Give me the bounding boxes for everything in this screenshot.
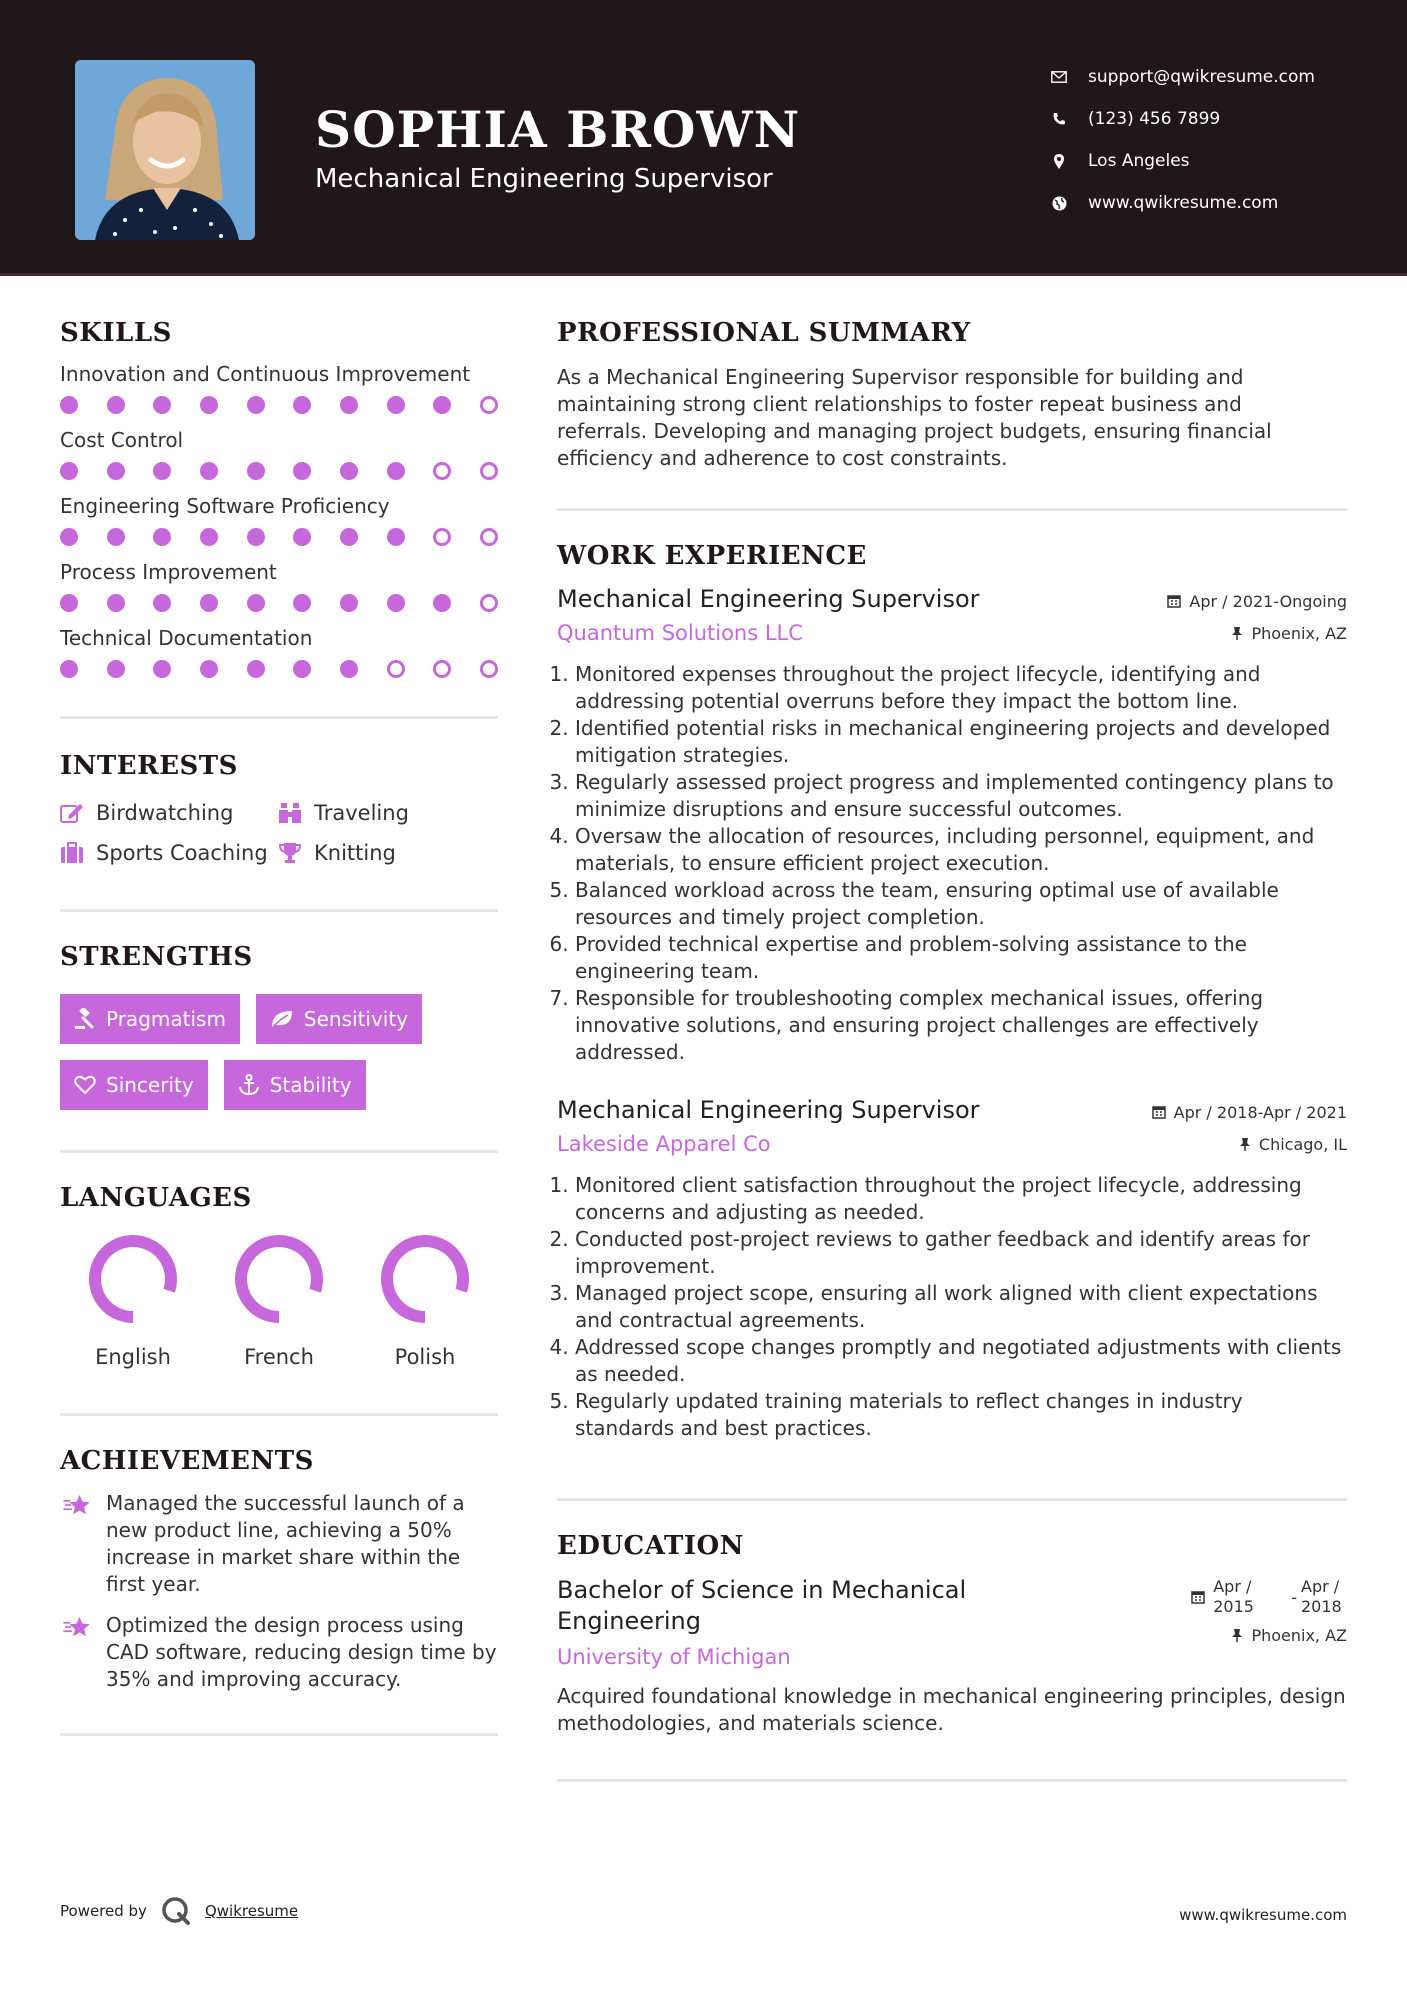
skill-dot-filled (387, 396, 405, 414)
skill-dot-filled (107, 660, 125, 678)
skill-dot-filled (247, 396, 265, 414)
skill-dot-filled (60, 594, 78, 612)
strength-label: Sensitivity (303, 1007, 409, 1031)
job-date (1167, 585, 1347, 617)
job-company: Lakeside Apparel Co (557, 1132, 771, 1156)
skill-dot-empty (433, 462, 451, 480)
job-bullet: 2. Conducted post-project reviews to gather feedback and identify areas for improvement. (575, 1226, 1347, 1280)
skill-dot-filled (107, 594, 125, 612)
skill-dot-filled (293, 594, 311, 612)
achievements-section (60, 1446, 498, 1693)
contact-phone-text: (123) 456 7899 (1088, 109, 1221, 129)
contact-website[interactable] (1050, 182, 1315, 224)
skill-dot-filled (293, 660, 311, 678)
phone-icon (1050, 110, 1068, 128)
contact-location (1050, 140, 1315, 182)
skill-dot-filled (247, 462, 265, 480)
globe-icon (1050, 194, 1068, 212)
suitcase-icon (60, 842, 84, 864)
job-bullet: 3. Managed project scope, ensuring all work aligned with client expectations and contractual agreements. (575, 1280, 1347, 1334)
skill-dot-filled (387, 462, 405, 480)
section-divider (60, 909, 498, 912)
calendar-icon (1167, 594, 1181, 608)
job-meta (1167, 585, 1347, 649)
education-location-text: Phoenix, AZ (1251, 1625, 1347, 1645)
strength-tag (60, 994, 240, 1044)
profile-photo-portrait (75, 60, 255, 240)
skill-dot-filled (153, 396, 171, 414)
skill-dot-empty (480, 462, 498, 480)
job-location-text: Chicago, IL (1258, 1134, 1347, 1154)
job-title: Mechanical Engineering Supervisor (557, 1096, 980, 1124)
interest-item (60, 801, 278, 825)
interest-item (60, 841, 278, 865)
skill-dot-filled (153, 594, 171, 612)
skill-dot-filled (200, 396, 218, 414)
education-header (557, 1575, 1347, 1669)
experience-section (557, 541, 1347, 1442)
languages-section (60, 1183, 498, 1369)
education-meta (1191, 1575, 1347, 1651)
skill-dot-filled (107, 462, 125, 480)
leaf-icon (270, 1009, 294, 1029)
interests-section (60, 751, 498, 865)
summary-section (557, 318, 1347, 472)
pushpin-icon (1231, 626, 1243, 640)
job-date-text: Apr / 2021-Ongoing (1189, 591, 1347, 611)
skill-name: Cost Control (60, 428, 184, 452)
skill-rating (60, 528, 498, 546)
footer-url[interactable]: www.qwikresume.com (1179, 1906, 1347, 1924)
job-bullet: 1. Monitored expenses throughout the project lifecycle, identifying and addressing potential overruns before they impact the bottom line. (575, 661, 1347, 715)
star-icon (60, 1490, 94, 1516)
skill-dot-filled (153, 462, 171, 480)
skill-dot-filled (433, 396, 451, 414)
job-entry (557, 585, 1347, 1066)
section-divider (60, 716, 498, 719)
job-date (1152, 1096, 1347, 1128)
skill-dot-filled (60, 660, 78, 678)
skill-dot-empty (480, 660, 498, 678)
skill-rating (60, 660, 498, 678)
anchor-icon (238, 1074, 260, 1096)
left-column (60, 318, 498, 1736)
pencil-square-icon (60, 802, 84, 824)
skill-rating (60, 594, 498, 612)
interest-label: Sports Coaching (96, 841, 268, 865)
skills-section (60, 318, 498, 678)
skill-dot-filled (340, 660, 358, 678)
skill-dot-empty (480, 396, 498, 414)
job-bullets (557, 1172, 1347, 1442)
skill-dot-filled (107, 396, 125, 414)
experience-title: WORK EXPERIENCE (557, 541, 867, 571)
skill-dot-filled (60, 396, 78, 414)
skill-name: Engineering Software Proficiency (60, 494, 390, 518)
contact-email[interactable] (1050, 56, 1315, 98)
star-icon (60, 1612, 94, 1638)
skill-item (60, 362, 498, 414)
achievement-item (60, 1490, 498, 1598)
skill-dot-filled (340, 528, 358, 546)
contact-location-text: Los Angeles (1088, 151, 1190, 171)
education-school: University of Michigan (557, 1645, 791, 1669)
skill-dot-filled (200, 528, 218, 546)
job-bullet: 2. Identified potential risks in mechanical engineering projects and developed mitigation strategies. (575, 715, 1347, 769)
language-level-ring (379, 1233, 471, 1325)
language-item (352, 1233, 498, 1369)
skill-item (60, 494, 498, 546)
strength-label: Pragmatism (106, 1007, 226, 1031)
language-level-arc (95, 1241, 171, 1317)
section-divider (60, 1733, 498, 1736)
language-level-arc (387, 1241, 463, 1317)
language-name: English (95, 1345, 171, 1369)
education-degree: Bachelor of Science in Mechanical Engineering (557, 1576, 967, 1635)
skill-dot-filled (293, 396, 311, 414)
skill-dot-filled (387, 594, 405, 612)
skill-item (60, 626, 498, 678)
job-bullet: 5. Regularly updated training materials to reflect changes in industry standards and best practices. (575, 1388, 1347, 1442)
section-divider (557, 508, 1347, 511)
skill-dot-filled (340, 462, 358, 480)
job-meta (1152, 1096, 1347, 1160)
skill-dot-filled (200, 594, 218, 612)
education-date (1191, 1575, 1347, 1619)
trophy-icon (278, 842, 302, 864)
section-divider (60, 1413, 498, 1416)
skill-dot-filled (340, 594, 358, 612)
skill-dot-empty (480, 528, 498, 546)
job-bullet: 3. Regularly assessed project progress and implemented contingency plans to minimize disruptions and ensure successful outcomes. (575, 769, 1347, 823)
calendar-icon (1191, 1590, 1205, 1604)
language-item (60, 1233, 206, 1369)
education-date-end: Apr / 2018 (1301, 1577, 1342, 1616)
resume-header (0, 0, 1407, 276)
language-level-ring (233, 1233, 325, 1325)
job-bullets (557, 661, 1347, 1066)
contact-email-text: support@qwikresume.com (1088, 67, 1315, 87)
skill-name: Process Improvement (60, 560, 277, 584)
contact-phone[interactable] (1050, 98, 1315, 140)
job-location (1152, 1128, 1347, 1160)
strength-tag (60, 1060, 208, 1110)
qwikresume-link[interactable]: Qwikresume (204, 1902, 299, 1920)
footer-powered-by (60, 1896, 298, 1926)
achievement-text: Managed the successful launch of a new product line, achieving a 50% increase in market share within the first year. (106, 1491, 465, 1596)
skill-rating (60, 462, 498, 480)
interest-item (278, 801, 498, 825)
skill-dot-filled (60, 462, 78, 480)
envelope-icon (1050, 68, 1068, 86)
skill-item (60, 560, 498, 612)
job-date-text: Apr / 2018-Apr / 2021 (1173, 1102, 1347, 1122)
skill-dot-filled (340, 396, 358, 414)
job-bullet: 7. Responsible for troubleshooting complex mechanical issues, offering innovative solutions, and ensuring project challenges are effectively addressed. (575, 985, 1347, 1066)
interest-label: Traveling (314, 801, 409, 825)
map-pin-icon (1050, 152, 1068, 170)
job-header (557, 585, 1347, 649)
strengths-list (60, 994, 498, 1110)
achievement-item (60, 1612, 498, 1693)
interest-label: Knitting (314, 841, 396, 865)
education-section (557, 1531, 1347, 1737)
language-level-ring (87, 1233, 179, 1325)
interest-label: Birdwatching (96, 801, 234, 825)
languages-list (60, 1233, 498, 1369)
job-bullet: 4. Addressed scope changes promptly and negotiated adjustments with clients as needed. (575, 1334, 1347, 1388)
achievement-text: Optimized the design process using CAD software, reducing design time by 35% and improving accuracy. (106, 1613, 497, 1691)
right-column (557, 318, 1347, 1782)
skill-dot-empty (387, 660, 405, 678)
strength-label: Stability (269, 1073, 352, 1097)
qwikresume-logo-icon (161, 1896, 191, 1926)
strengths-title: STRENGTHS (60, 942, 253, 972)
profile-photo (75, 60, 255, 240)
skill-dot-filled (200, 462, 218, 480)
job-company: Quantum Solutions LLC (557, 621, 803, 645)
candidate-name: SOPHIA BROWN (315, 100, 801, 159)
skill-rating (60, 396, 498, 414)
summary-title: PROFESSIONAL SUMMARY (557, 318, 971, 348)
interests-title: INTERESTS (60, 751, 238, 781)
job-location (1167, 617, 1347, 649)
achievements-title: ACHIEVEMENTS (60, 1446, 314, 1476)
job-entry (557, 1096, 1347, 1442)
skill-dot-filled (247, 660, 265, 678)
skills-title: SKILLS (60, 318, 172, 348)
summary-text: As a Mechanical Engineering Supervisor responsible for building and maintaining strong client relationships to foster repeat business and referrals. Developing and managing project budgets, ensuring financial efficiency and adherence to cost constraints. (557, 365, 1272, 470)
job-bullet: 5. Balanced workload across the team, ensuring optimal use of available resources and timely project completion. (575, 877, 1347, 931)
skill-dot-empty (480, 594, 498, 612)
skill-dot-filled (153, 528, 171, 546)
skill-dot-filled (247, 528, 265, 546)
skill-dot-empty (433, 660, 451, 678)
strength-tag (224, 1060, 366, 1110)
strength-label: Sincerity (106, 1073, 194, 1097)
binoculars-icon (278, 802, 302, 824)
language-name: French (244, 1345, 314, 1369)
languages-title: LANGUAGES (60, 1183, 252, 1213)
skill-dot-filled (433, 594, 451, 612)
education-date-start: Apr / 2015 (1213, 1577, 1254, 1616)
job-header (557, 1096, 1347, 1160)
gavel-icon (74, 1008, 96, 1030)
contact-website-text: www.qwikresume.com (1088, 193, 1279, 213)
heart-icon (74, 1075, 96, 1095)
strengths-section (60, 942, 498, 1110)
skill-dot-filled (293, 462, 311, 480)
candidate-title: Mechanical Engineering Supervisor (315, 164, 773, 194)
education-date-separator: - (1291, 1587, 1297, 1607)
skill-dot-filled (60, 528, 78, 546)
education-title: EDUCATION (557, 1531, 744, 1561)
skill-item (60, 428, 498, 480)
education-location (1191, 1619, 1347, 1651)
language-level-arc (241, 1241, 317, 1317)
strength-tag (256, 994, 422, 1044)
section-divider (60, 1150, 498, 1153)
skill-dot-filled (153, 660, 171, 678)
job-title: Mechanical Engineering Supervisor (557, 585, 980, 613)
interest-item (278, 841, 498, 865)
education-description: Acquired foundational knowledge in mechanical engineering principles, design methodologies, and materials science. (557, 1684, 1346, 1735)
skill-dot-filled (247, 594, 265, 612)
skill-dot-empty (433, 528, 451, 546)
powered-by-text: Powered by (60, 1902, 147, 1920)
job-bullet: 4. Oversaw the allocation of resources, including personnel, equipment, and materials, to ensure efficient project execution. (575, 823, 1347, 877)
skill-dot-filled (107, 528, 125, 546)
job-bullet: 6. Provided technical expertise and problem-solving assistance to the engineering team. (575, 931, 1347, 985)
section-divider (557, 1498, 1347, 1501)
skill-dot-filled (387, 528, 405, 546)
skill-dot-filled (293, 528, 311, 546)
skill-name: Innovation and Continuous Improvement (60, 362, 471, 386)
language-item (206, 1233, 352, 1369)
skill-dot-filled (200, 660, 218, 678)
calendar-icon (1152, 1105, 1166, 1119)
job-location-text: Phoenix, AZ (1251, 623, 1347, 643)
pushpin-icon (1239, 1137, 1251, 1151)
section-divider (557, 1779, 1347, 1782)
language-name: Polish (394, 1345, 456, 1369)
interests-list (60, 801, 498, 865)
contact-list (1050, 56, 1315, 224)
job-bullet: 1. Monitored client satisfaction throughout the project lifecycle, addressing concerns and adjusting as needed. (575, 1172, 1347, 1226)
skill-name: Technical Documentation (60, 626, 313, 650)
pushpin-icon (1231, 1628, 1243, 1642)
